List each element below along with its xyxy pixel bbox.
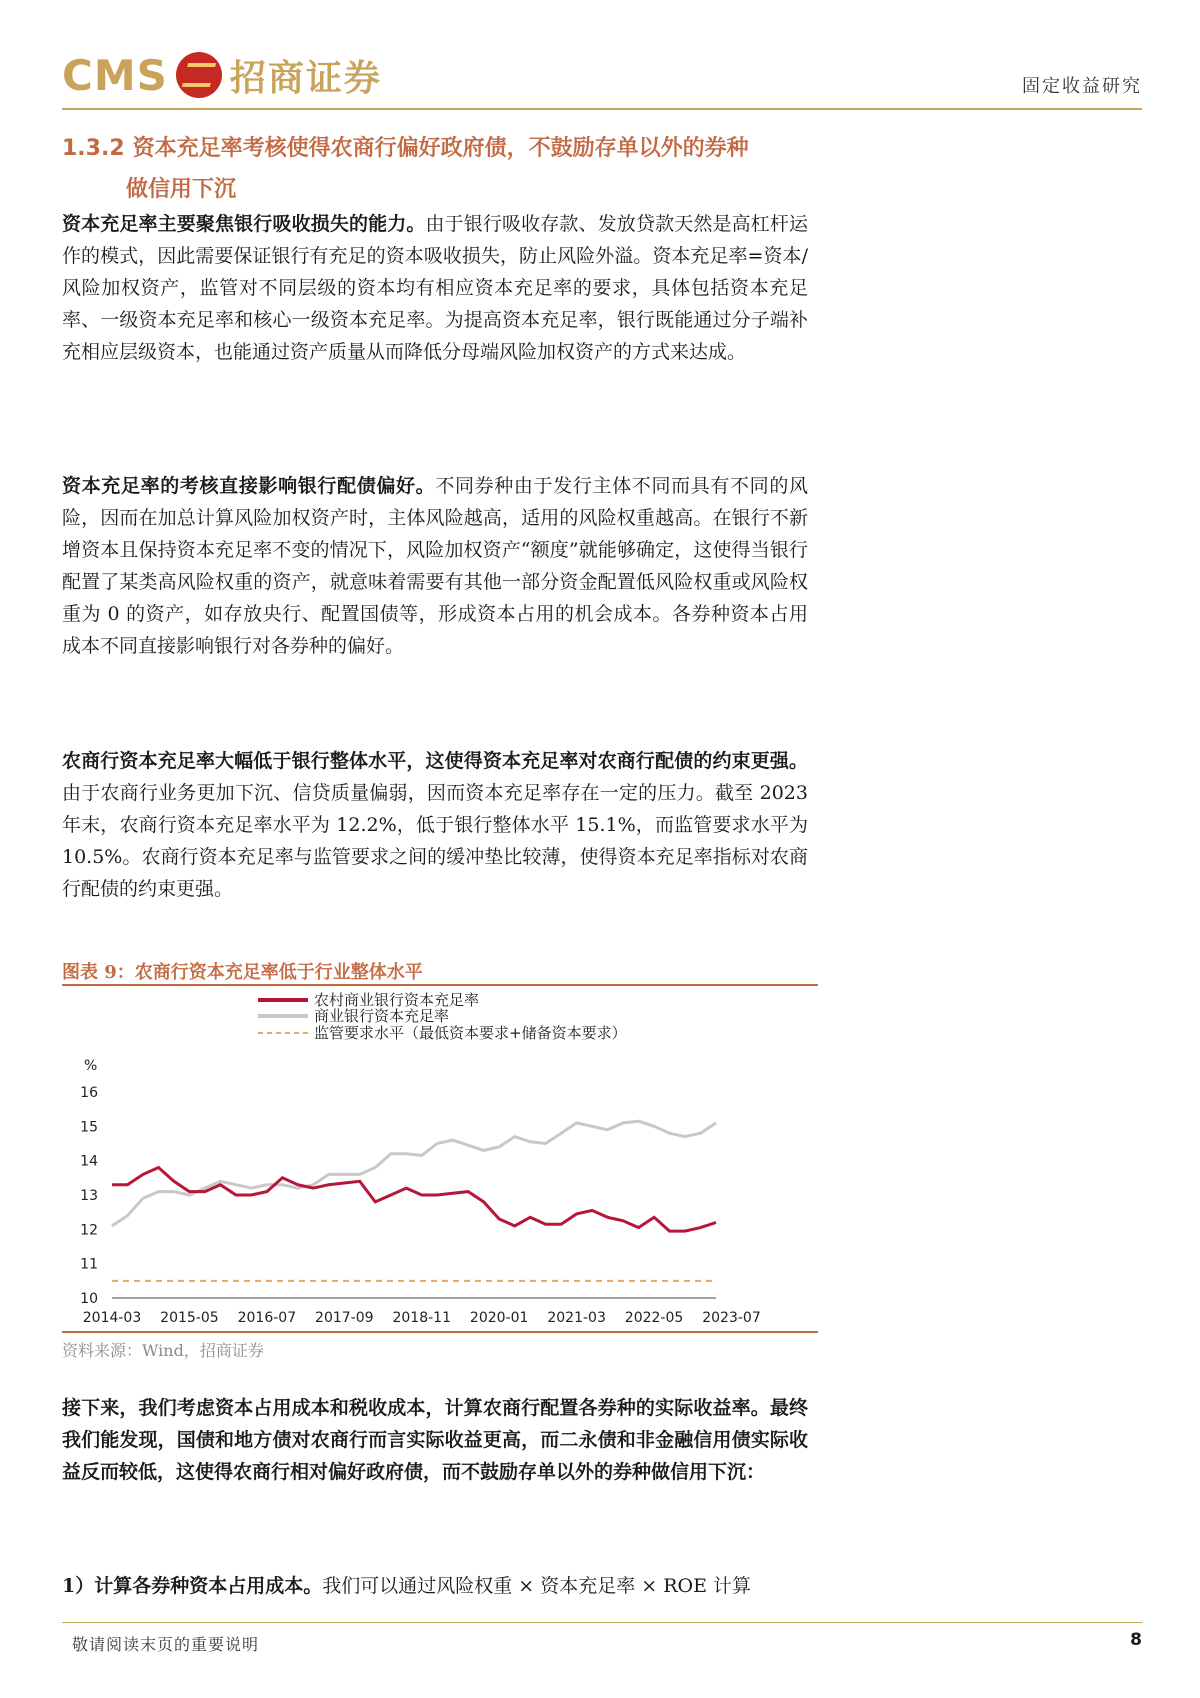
figure-source: 资料来源：Wind，招商证券	[62, 1341, 264, 1360]
y-tick-label: 14	[80, 1153, 98, 1170]
y-tick-label: 10	[80, 1291, 98, 1307]
y-tick-label: 13	[80, 1188, 98, 1204]
x-tick-label: 2016-07	[237, 1310, 297, 1326]
series-line-commercial	[112, 1121, 716, 1226]
y-tick-label: 12	[80, 1222, 98, 1239]
x-tick-label: 2021-03	[547, 1310, 606, 1326]
y-tick-label: 16	[80, 1085, 98, 1101]
paragraph-2	[62, 470, 808, 662]
x-tick-label: 2020-01	[469, 1310, 529, 1326]
capital-adequacy-chart	[62, 988, 818, 1328]
x-tick-label: 2023-07	[702, 1310, 761, 1326]
logo-text: CMS	[62, 50, 168, 100]
section-number: 1.3.2	[62, 136, 125, 161]
paragraph-4	[62, 1392, 808, 1488]
paragraph-2-lead: 资本充足率的考核直接影响银行配债偏好。	[62, 475, 436, 497]
paragraph-5-body: 我们可以通过风险权重 × 资本充足率 × ROE 计算	[322, 1575, 752, 1597]
logo-emblem-icon	[176, 52, 222, 98]
paragraph-1-body: 由于银行吸收存款、发放贷款天然是高杠杆运作的模式，因此需要保证银行有充足的资本吸收损失，防止风险外溢。资本充足率=资本/风险加权资产，监管对不同层级的资本均有相应资本充足率的要求，具体包括资本充足率、一级资本充足率和核心一级资本充足率。为提高资本充足率，银行既能通过分子端补充相应层级资本，也能通过资产质量从而降低分母端风险加权资产的方式来达成。	[62, 213, 808, 363]
figure-title: 图表 9：农商行资本充足率低于行业整体水平	[62, 962, 423, 983]
x-axis-ticks	[83, 1310, 761, 1326]
paragraph-4-lead: 接下来，我们考虑资本占用成本和税收成本，计算农商行配置各券种的实际收益率。最终我们能发现，国债和地方债对农商行而言实际收益更高，而二永债和非金融信用债实际收益反而较低，这使得农商行相对偏好政府债，而不鼓励存单以外的券种做信用下沉：	[62, 1397, 808, 1483]
x-tick-label: 2017-09	[315, 1310, 374, 1326]
chart-legend	[258, 991, 627, 1042]
report-category: 固定收益研究	[1022, 76, 1142, 97]
x-tick-label: 2022-05	[624, 1310, 684, 1326]
legend-label-rural: 农村商业银行资本充足率	[314, 991, 480, 1009]
x-tick-label: 2014-03	[82, 1310, 142, 1326]
paragraph-1	[62, 208, 808, 368]
paragraph-3-lead: 农商行资本充足率大幅低于银行整体水平，这使得资本充足率对农商行配债的约束更强。	[62, 750, 808, 772]
paragraph-2-body: 不同券种由于发行主体不同而具有不同的风险，因而在加总计算风险加权资产时，主体风险越高，适用的风险权重越高。在银行不新增资本且保持资本充足率不变的情况下，风险加权资产“额度”就能够确定，这使得当银行配置了某类高风险权重的资产，就意味着需要有其他一部分资金配置低风险权重或风险权重为 0 的资产，如存放央行、配置国债等，形成资本占用的机会成本。各券种资本占用成本不同直接影响银行对各券种的偏好。	[62, 475, 808, 657]
page-number: 8	[1130, 1630, 1142, 1650]
y-axis-ticks	[80, 1085, 98, 1307]
legend-label-commercial: 商业银行资本充足率	[314, 1007, 450, 1025]
series-line-rural	[112, 1168, 716, 1232]
logo-chinese-name: 招商证券	[229, 56, 382, 99]
cms-logo	[62, 48, 382, 102]
paragraph-5	[62, 1570, 808, 1602]
page-header	[62, 38, 1142, 108]
footer-divider	[62, 1622, 1142, 1623]
y-axis-unit: %	[84, 1058, 98, 1074]
x-tick-label: 2015-05	[160, 1310, 219, 1326]
header-divider	[62, 108, 1142, 110]
y-tick-label: 11	[80, 1256, 98, 1273]
section-heading	[62, 128, 822, 209]
figure-bottom-rule	[62, 1331, 818, 1333]
legend-label-regulatory: 监管要求水平（最低资本要求+储备资本要求）	[314, 1024, 627, 1042]
paragraph-1-lead: 资本充足率主要聚焦银行吸收损失的能力。	[62, 213, 426, 235]
paragraph-3	[62, 745, 808, 905]
section-title-line1: 资本充足率考核使得农商行偏好政府债，不鼓励存单以外的券种	[132, 135, 749, 161]
paragraph-5-lead: 1）计算各券种资本占用成本。	[62, 1575, 323, 1597]
paragraph-3-body: 由于农商行业务更加下沉、信贷质量偏弱，因而资本充足率存在一定的压力。截至 2023 年末，农商行资本充足率水平为 12.2%，低于银行整体水平 15.1%，而监管要求水平为 10.5%。农商行资本充足率与监管要求之间的缓冲垫比较薄，使得资本充足率指标对农商行配债的约束更强。	[62, 782, 808, 900]
section-title-line2: 做信用下沉	[126, 176, 237, 202]
y-tick-label: 15	[80, 1119, 98, 1136]
figure-top-rule	[62, 984, 818, 986]
x-tick-label: 2018-11	[392, 1310, 451, 1326]
footer-disclaimer: 敬请阅读末页的重要说明	[72, 1635, 260, 1654]
